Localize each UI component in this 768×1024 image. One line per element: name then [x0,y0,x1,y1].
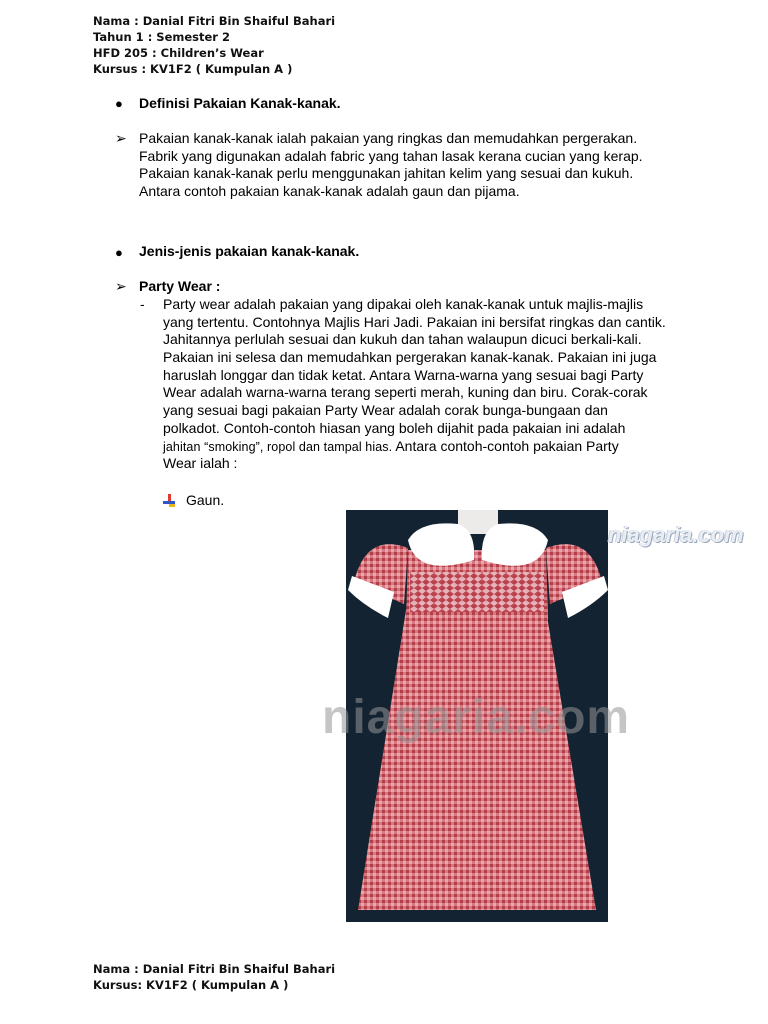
party-wear-line-part: jahitan “smoking”, ropol dan tampal hias. [163,440,393,454]
party-wear-line: Party wear adalah pakaian yang dipakai oleh kanak-kanak untuk majlis-majlis [163,296,644,312]
arrow-bullet-icon: ➢ [115,130,127,146]
header-year: Tahun 1 : Semester 2 [93,30,230,44]
header-name: Nama : Danial Fitri Bin Shaiful Bahari [93,14,336,28]
party-wear-subheading: Party Wear : [139,278,221,294]
arrow-bullet-icon: ➢ [115,278,127,294]
dash-bullet: - [140,296,145,312]
party-wear-line: haruslah longgar dan tidak ketat. Antara Warna-warna yang sesuai bagi Party [163,367,644,383]
party-wear-line [163,438,619,457]
party-wear-line: Jahitannya perlulah sesuai dan kukuh dan tahan walaupun dicuci berkali-kali. [163,331,642,347]
footer-course: Kursus: KV1F2 ( Kumpulan A ) [93,978,289,992]
section2-heading: Jenis-jenis pakaian kanak-kanak. [139,243,360,259]
document-header [93,13,335,77]
footer-name: Nama : Danial Fitri Bin Shaiful Bahari [93,962,336,976]
document-footer [93,961,335,993]
party-wear-line: yang tertentu. Contohnya Majlis Hari Jadi. Pakaian ini bersifat ringkas dan cantik. [163,314,666,330]
bullet-icon: ● [115,245,123,260]
section1-line: Antara contoh pakaian kanak-kanak adalah gaun dan pijama. [139,183,520,199]
gaun-item: Gaun. [186,492,225,508]
header-course: Kursus : KV1F2 ( Kumpulan A ) [93,62,293,76]
party-wear-line: Wear adalah warna-warna terang seperti merah, kuning dan biru. Corak-corak [163,384,648,400]
header-subject: HFD 205 : Children’s Wear [93,46,264,60]
party-wear-line: polkadot. Contoh-contoh hiasan yang boleh dijahit pada pakaian ini adalah [163,420,626,436]
bullet-icon: ● [115,96,123,111]
party-wear-line: yang sesuai bagi pakaian Party Wear adalah corak bunga-bungaan dan [163,402,608,418]
section1-line: Fabrik yang digunakan adalah fabric yang tahan lasak kerana cucian yang kerap. [139,148,643,164]
party-wear-line: Pakaian ini selesa dan memudahkan pergerakan kanak-kanak. Pakaian ini juga [163,349,657,365]
watermark-large: niagaria.com [322,691,631,744]
party-wear-line-part: Antara contoh-contoh pakaian Party [392,438,619,454]
watermark-small: niagaria.com [608,522,744,547]
section1-heading: Definisi Pakaian Kanak-kanak. [139,95,341,111]
party-wear-line: Wear ialah : [163,455,238,471]
section1-line: Pakaian kanak-kanak ialah pakaian yang ringkas dan memudahkan pergerakan. [139,130,638,146]
colorful-bullet-icon [163,494,177,508]
section1-line: Pakaian kanak-kanak perlu menggunakan jahitan kelim yang sesuai dan kukuh. [139,165,634,181]
